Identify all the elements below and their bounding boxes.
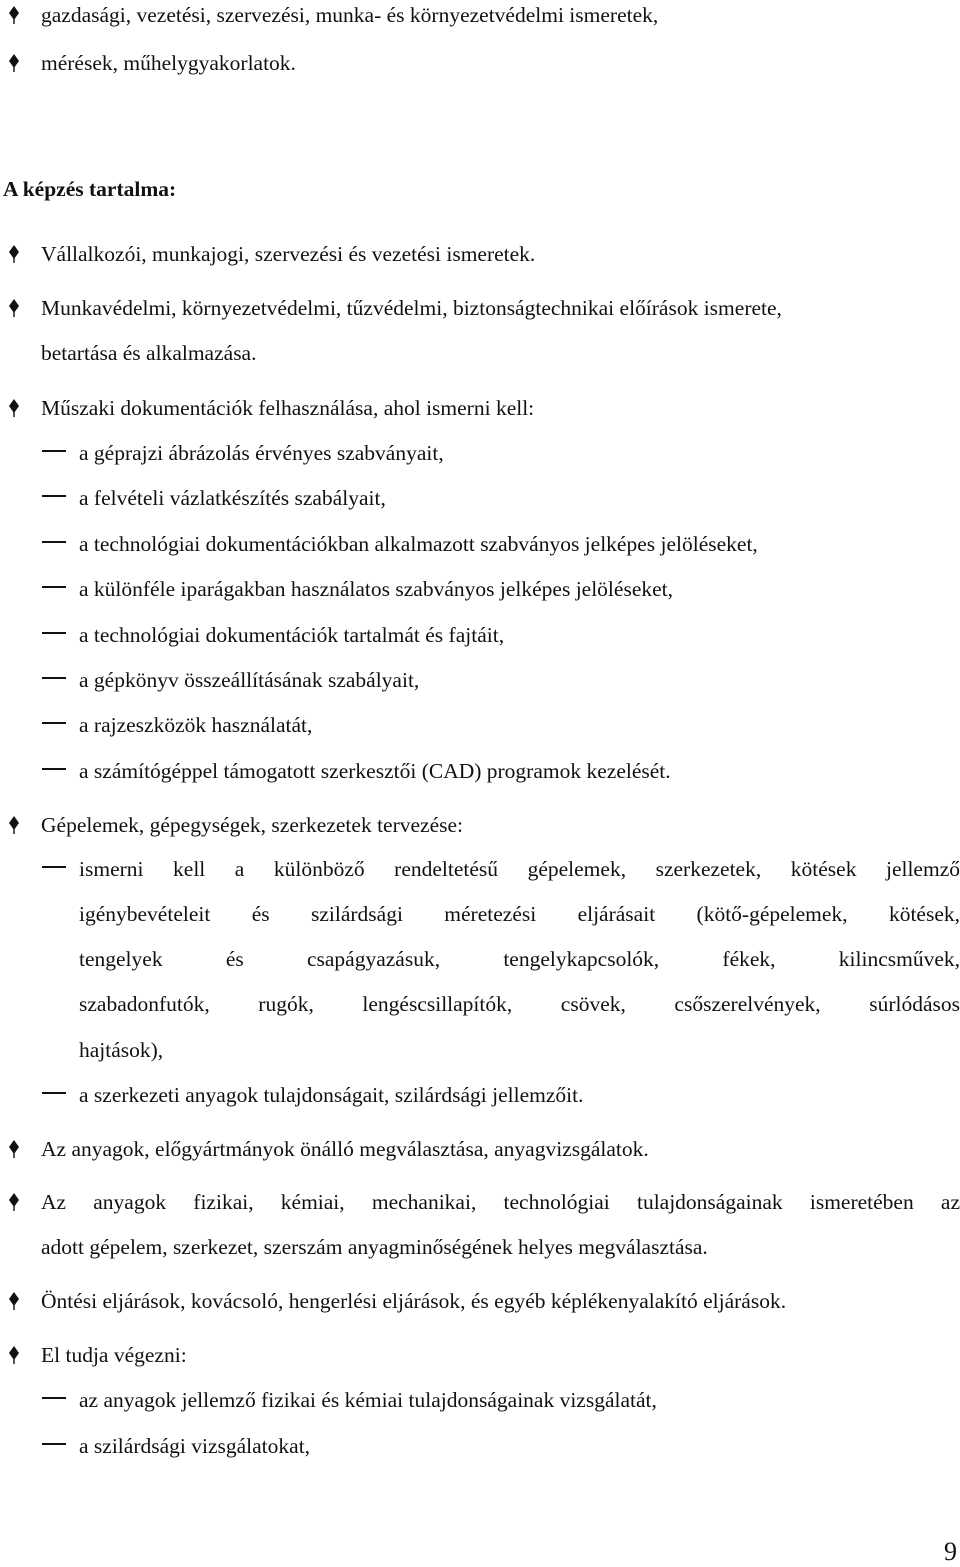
- dash-bullet-icon: [42, 495, 66, 497]
- sub-item-long-continuation: igénybevételeit és szilárdsági méretezési eljárásait (kötő-gépelemek, kötések,: [79, 902, 960, 926]
- list-item-continuation: betartása és alkalmazása.: [41, 341, 257, 365]
- diamond-bullet-icon: [7, 294, 21, 320]
- dash-bullet-icon: [42, 1443, 66, 1445]
- list-item: Az anyagok, előgyártmányok önálló megválasztása, anyagvizsgálatok.: [41, 1137, 649, 1161]
- diamond-bullet-icon: [7, 1, 21, 27]
- sub-item: a technológiai dokumentációk tartalmát és fajtáit,: [79, 623, 505, 647]
- diamond-bullet-icon: [7, 394, 21, 420]
- sub-item: a technológiai dokumentációkban alkalmazott szabványos jelképes jelöléseket,: [79, 532, 758, 556]
- list-item-continuation: adott gépelem, szerkezet, szerszám anyagminőségének helyes megválasztása.: [41, 1235, 708, 1259]
- intro-bullet-text: mérések, műhelygyakorlatok.: [41, 51, 296, 75]
- sub-item: a számítógéppel támogatott szerkesztői (CAD) programok kezelését.: [79, 759, 671, 783]
- diamond-bullet-icon: [7, 1341, 21, 1367]
- sub-item: a szilárdsági vizsgálatokat,: [79, 1434, 311, 1458]
- sub-item: a szerkezeti anyagok tulajdonságait, szilárdsági jellemzőit.: [79, 1083, 584, 1107]
- sub-item-long-continuation: hajtások),: [79, 1038, 164, 1062]
- diamond-bullet-icon: [7, 1287, 21, 1313]
- dash-bullet-icon: [42, 541, 66, 543]
- dash-bullet-icon: [42, 866, 66, 868]
- diamond-bullet-icon: [7, 240, 21, 266]
- sub-item-long-continuation: tengelyek és csapágyazásuk, tengelykapcsolók, fékek, kilincsművek,: [79, 947, 960, 971]
- sub-item: az anyagok jellemző fizikai és kémiai tulajdonságainak vizsgálatát,: [79, 1388, 657, 1412]
- list-item: Műszaki dokumentációk felhasználása, ahol ismerni kell:: [41, 396, 535, 420]
- diamond-bullet-icon: [7, 1188, 21, 1214]
- dash-bullet-icon: [42, 677, 66, 679]
- section-heading: A képzés tartalma:: [3, 177, 177, 201]
- dash-bullet-icon: [42, 768, 66, 770]
- list-item: Munkavédelmi, környezetvédelmi, tűzvédelmi, biztonságtechnikai előírások ismerete,: [41, 296, 782, 320]
- intro-bullet-text: gazdasági, vezetési, szervezési, munka- és környezetvédelmi ismeretek,: [41, 3, 659, 27]
- dash-bullet-icon: [42, 450, 66, 452]
- sub-item: a különféle iparágakban használatos szabványos jelképes jelöléseket,: [79, 577, 674, 601]
- sub-item: a gépkönyv összeállításának szabályait,: [79, 668, 420, 692]
- page-number: 9: [944, 1537, 957, 1566]
- list-item: Vállalkozói, munkajogi, szervezési és vezetési ismeretek.: [41, 242, 536, 266]
- list-item: Gépelemek, gépegységek, szerkezetek tervezése:: [41, 813, 464, 837]
- sub-item-long-continuation: szabadonfutók, rugók, lengéscsillapítók, csövek, csőszerelvények, súrlódásos: [79, 992, 960, 1016]
- diamond-bullet-icon: [7, 1135, 21, 1161]
- dash-bullet-icon: [42, 1092, 66, 1094]
- diamond-bullet-icon: [7, 811, 21, 837]
- dash-bullet-icon: [42, 586, 66, 588]
- diamond-bullet-icon: [7, 49, 21, 75]
- list-item: Öntési eljárások, kovácsoló, hengerlési eljárások, és egyéb képlékenyalakító eljárások.: [41, 1289, 787, 1313]
- dash-bullet-icon: [42, 1397, 66, 1399]
- dash-bullet-icon: [42, 722, 66, 724]
- sub-item: a rajzeszközök használatát,: [79, 713, 313, 737]
- sub-item: a felvételi vázlatkészítés szabályait,: [79, 486, 386, 510]
- list-item: El tudja végezni:: [41, 1343, 187, 1367]
- dash-bullet-icon: [42, 632, 66, 634]
- list-item: Az anyagok fizikai, kémiai, mechanikai, technológiai tulajdonságainak ismeretében az: [41, 1190, 960, 1214]
- sub-item: a géprajzi ábrázolás érvényes szabványait,: [79, 441, 444, 465]
- sub-item-long: ismerni kell a különböző rendeltetésű gépelemek, szerkezetek, kötések jellemző: [79, 857, 960, 881]
